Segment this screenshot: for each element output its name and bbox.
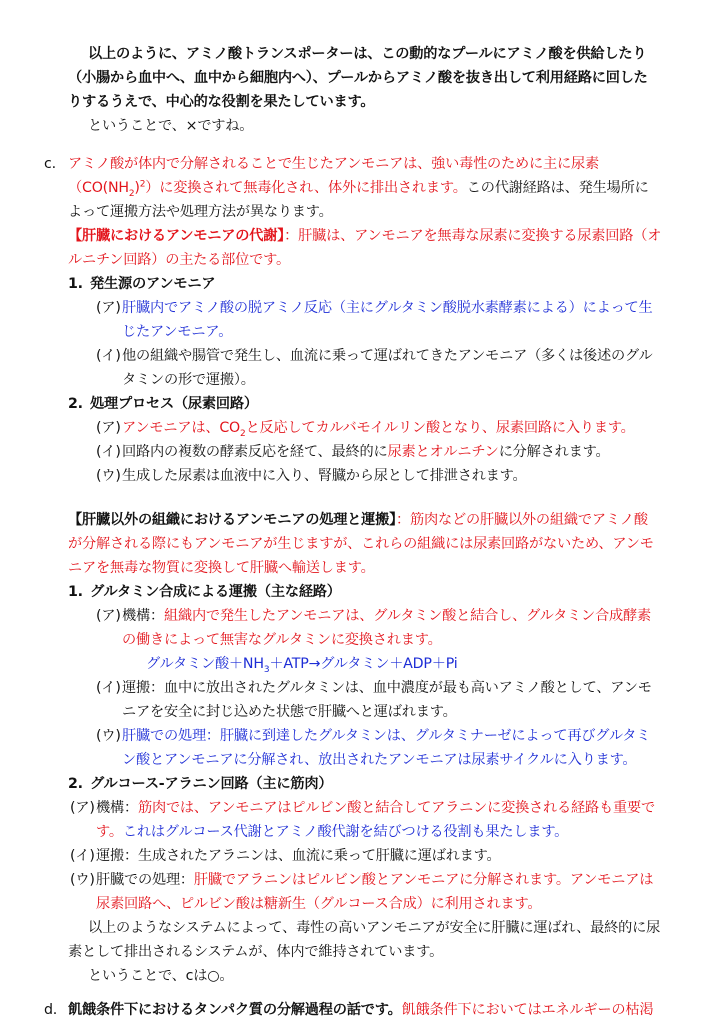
- urea-formula-sub: 2: [128, 188, 135, 199]
- alanine-a-marker: (ア): [70, 800, 95, 816]
- liver-heading: 【肝臓におけるアンモニアの代謝】: [68, 228, 285, 244]
- summary-line-1: 以上のようなシステムによって、毒性の高いアンモニアが安全に肝臓に運ばれ、最終的に尿: [88, 920, 661, 936]
- process-c-line: [96, 466, 527, 486]
- process-heading: [68, 394, 258, 414]
- glutamine-b-marker: (イ): [96, 680, 121, 696]
- nh3-sub: 3: [263, 664, 270, 675]
- process-number: 2.: [68, 396, 83, 412]
- equation-part-2: ＋ATP→グルタミン＋ADP＋Pi: [269, 656, 458, 672]
- section-c-marker: c.: [44, 156, 56, 172]
- extra-text-1: ：筋肉などの肝臓以外の組織でアミノ酸: [396, 512, 648, 528]
- glutamine-heading: [68, 582, 341, 602]
- source-heading: [68, 274, 215, 294]
- source-a-marker: (ア): [96, 300, 121, 316]
- alanine-c-marker: (ウ): [70, 872, 95, 888]
- source-a-text-2: じたアンモニア。: [122, 324, 233, 340]
- glutamine-a-text-1: 組織内で発生したアンモニアは、グルタミン酸と結合し、グルタミン合成酵素: [163, 608, 651, 624]
- alanine-c-label: 肝臓での処理：: [96, 872, 194, 888]
- alanine-a-line-2: [96, 822, 568, 842]
- section-d-line-1: [68, 1000, 653, 1020]
- alanine-a-text-2: す。: [96, 824, 123, 840]
- section-c-conclusion: ということで、cは○。: [88, 968, 234, 984]
- glutamine-number: 1.: [68, 584, 83, 600]
- alanine-b-line: [70, 846, 501, 866]
- liver-heading-line: [68, 226, 661, 246]
- process-a-text-2: と反応してカルバモイルリン酸となり、尿素回路に入ります。: [245, 420, 635, 436]
- extra-heading-line: [68, 510, 648, 530]
- liver-text-1: ：肝臓は、アンモニアを無毒な尿素に変換する尿素回路（オ: [284, 228, 662, 244]
- urea-formula-a: （CO(NH: [68, 180, 129, 196]
- section-d-text: 飢餓条件下においてはエネルギーの枯渇: [401, 1002, 654, 1018]
- intro-line-1: 以上のように、アミノ酸トランスポーターは、この動的なプールにアミノ酸を供給したり: [88, 46, 647, 62]
- glutamine-a-label: 機構：: [122, 608, 164, 624]
- process-a-line: [96, 418, 635, 438]
- liver-text-2: ルニチン回路）の主たる部位です。: [68, 252, 290, 268]
- glutamine-c-text-2: ン酸とアンモニアに分解され、放出されたアンモニアは尿素サイクルに入ります。: [122, 752, 637, 768]
- section-c-line-2: [68, 178, 649, 198]
- glutamine-c-text-1: 肝臓での処理：肝臓に到達したグルタミンは、グルタミナーゼによって再びグルタミ: [122, 728, 651, 744]
- glutamine-title: グルタミン合成による運搬（主な経路）: [90, 584, 341, 600]
- process-b-line: [96, 442, 609, 462]
- source-a-line-1: [96, 298, 653, 318]
- summary-line-2: 素として排出されるシステムが、体内で維持されています。: [68, 944, 444, 960]
- section-c-line-3: よって運搬方法や処理方法が異なります。: [68, 204, 333, 220]
- source-b-line-1: [96, 346, 653, 366]
- urea-formula-b: ): [134, 180, 140, 196]
- alanine-a-label: 機構：: [96, 800, 138, 816]
- process-c-marker: (ウ): [96, 468, 121, 484]
- alanine-c-text-1: 肝臓でアラニンはピルビン酸とアンモニアに分解されます。アンモニアは: [193, 872, 654, 888]
- glutamine-b-text-2: ニアを安全に封じ込めた状態で肝臓へと運ばれます。: [122, 704, 457, 720]
- process-title: 処理プロセス（尿素回路）: [90, 396, 258, 412]
- extra-text-3: ニアを無毒な物質に変換して肝臓へ輸送します。: [68, 560, 375, 576]
- section-d-lead: 飢餓条件下におけるタンパク質の分解過程の話です。: [68, 1002, 402, 1018]
- intro-line-2: （小腸から血中へ、血中から細胞内へ）、プールからアミノ酸を抜き出して利用経路に回した: [68, 70, 648, 86]
- source-b-marker: (イ): [96, 348, 121, 364]
- glutamine-a-text-2: の働きによって無害なグルタミンに変換されます。: [122, 632, 442, 648]
- alanine-title: グルコース-アラニン回路（主に筋肉）: [90, 776, 333, 792]
- process-b-highlight: 尿素とオルニチン: [387, 444, 499, 460]
- alanine-c-line-1: [70, 870, 653, 890]
- alanine-a-line-1: [70, 798, 655, 818]
- source-b-text-1: 他の組織や腸管で発生し、血流に乗って運ばれてきたアンモニア（多くは後述のグル: [122, 348, 653, 364]
- process-b-text-1: 回路内の複数の酵素反応を経て、最終的に: [122, 444, 388, 460]
- urea-formula-sup: 2: [139, 179, 146, 190]
- urea-formula-c: ）に変換されて無毒化され、体外に排出されます。: [145, 180, 467, 196]
- intro-conclusion: ということで、×ですね。: [88, 118, 254, 134]
- alanine-c-text-2: 尿素回路へ、ピルビン酸は糖新生（グルコース合成）に利用されます。: [96, 896, 542, 912]
- process-b-text-2: に分解されます。: [498, 444, 610, 460]
- alanine-a-text-1: 筋肉では、アンモニアはピルビン酸と結合してアラニンに変換される経路も重要で: [137, 800, 655, 816]
- alanine-b-text: 運搬：生成されたアラニンは、血流に乗って肝臓に運ばれます。: [96, 848, 501, 864]
- co2-sub: 2: [240, 428, 246, 439]
- glutamine-a-line-1: [96, 606, 651, 626]
- equation-part-1: グルタミン酸＋NH: [146, 656, 264, 672]
- alanine-number: 2.: [68, 776, 83, 792]
- process-b-marker: (イ): [96, 444, 121, 460]
- glutamine-b-text-1: 運搬：血中に放出されたグルタミンは、血中濃度が最も高いアミノ酸として、アンモ: [122, 680, 652, 696]
- extra-text-2: が分解される際にもアンモニアが生じますが、これらの組織には尿素回路がないため、アンモ: [68, 536, 654, 552]
- process-a-text-1: アンモニアは、CO: [122, 420, 241, 436]
- source-a-text-1: 肝臓内でアミノ酸の脱アミノ反応（主にグルタミン酸脱水素酵素による）によって生: [122, 300, 653, 316]
- glutamine-a-marker: (ア): [96, 608, 121, 624]
- source-b-text-2: タミンの形で運搬）。: [122, 372, 255, 388]
- alanine-a-text-3: これはグルコース代謝とアミノ酸代謝を結びつける役割も果たします。: [122, 824, 569, 840]
- process-a-marker: (ア): [96, 420, 121, 436]
- glutamine-equation: [146, 654, 458, 674]
- alanine-b-marker: (イ): [70, 848, 95, 864]
- section-c-line-1: アミノ酸が体内で分解されることで生じたアンモニアは、強い毒性のために主に尿素: [68, 156, 599, 172]
- extra-heading: 【肝臓以外の組織におけるアンモニアの処理と運搬】: [68, 512, 397, 528]
- section-d-marker: d.: [44, 1002, 58, 1018]
- source-number: 1.: [68, 276, 83, 292]
- section-c-line-2-tail: この代謝経路は、発生場所に: [466, 180, 649, 196]
- glutamine-c-marker: (ウ): [96, 728, 121, 744]
- glutamine-b-line-1: [96, 678, 652, 698]
- intro-line-3: りするうえで、中心的な役割を果たしています。: [68, 94, 375, 110]
- source-title: 発生源のアンモニア: [90, 276, 216, 292]
- process-c-text: 生成した尿素は血液中に入り、腎臓から尿として排泄されます。: [122, 468, 527, 484]
- alanine-heading: [68, 774, 332, 794]
- glutamine-c-line-1: [96, 726, 650, 746]
